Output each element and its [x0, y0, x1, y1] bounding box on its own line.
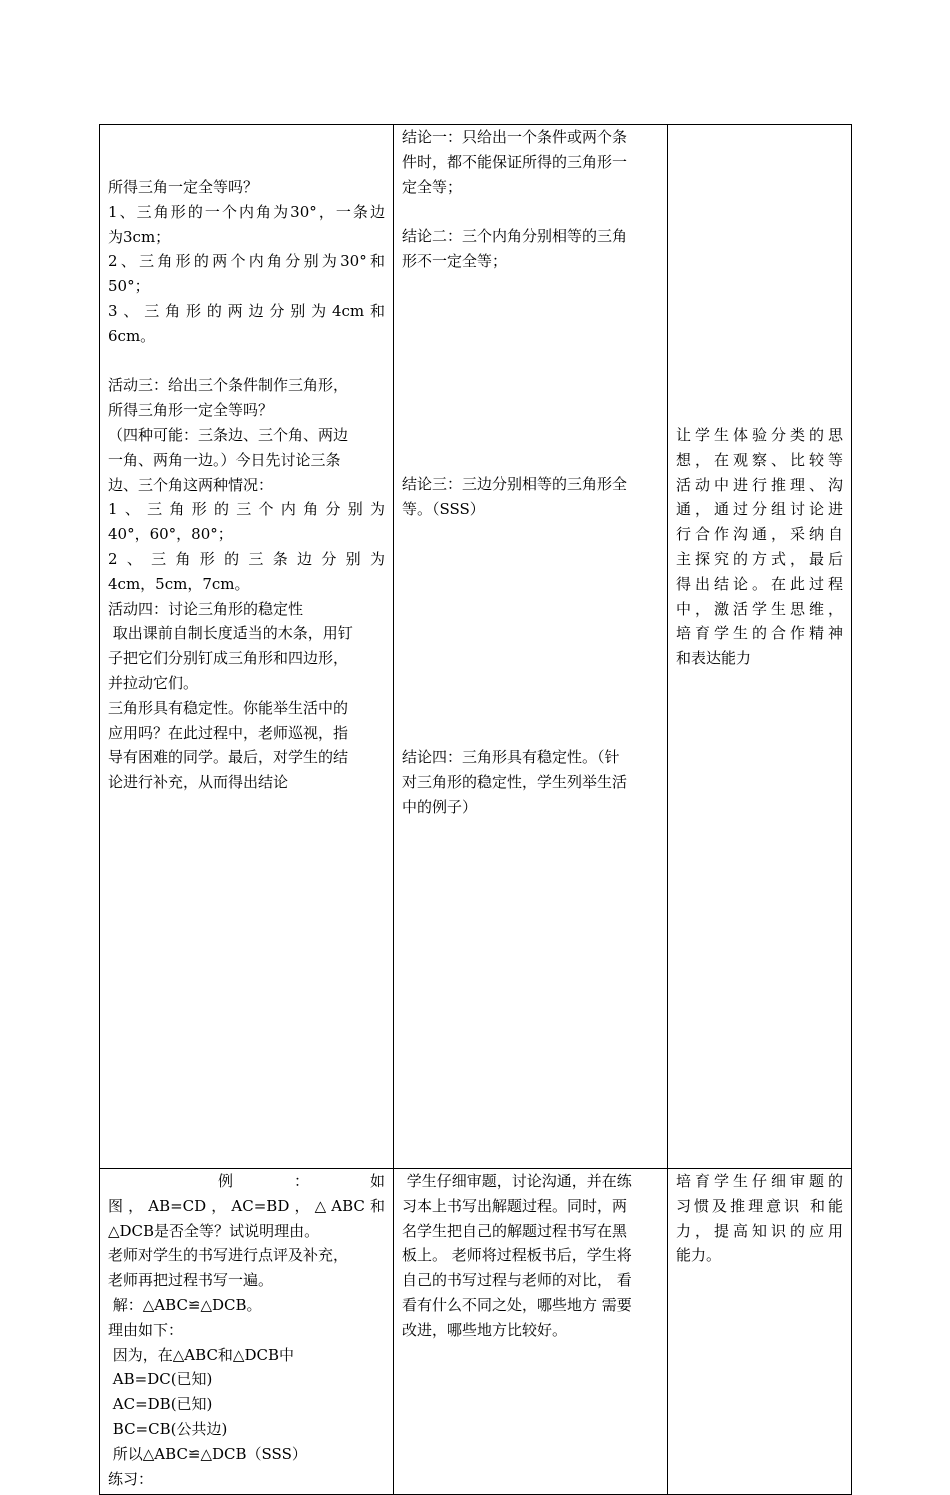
- text-line: 学生仔细审题，讨论沟通，并在练: [402, 1172, 632, 1190]
- example-heading: 例：如: [218, 1172, 385, 1190]
- text-line: 结论一：只给出一个条件或两个条: [402, 128, 628, 146]
- text-line: 论进行补充，从而得出结论: [108, 773, 289, 792]
- text-line: 为3cm；: [108, 227, 171, 246]
- text-line: 想，在观察、比较等: [676, 450, 843, 469]
- student-work-cell: [394, 1169, 668, 1495]
- text-line: 改进，哪些地方比较好。: [402, 1320, 568, 1339]
- text-line: 得出结论。在此过程: [676, 574, 843, 593]
- teaching-activity-cell: [100, 125, 394, 1169]
- text-line: 定全等；: [402, 177, 463, 196]
- proof-line: AB=DC(已知): [108, 1370, 213, 1389]
- text-line: 让学生体验分类的思: [676, 426, 843, 444]
- conclusion-four: [402, 745, 659, 819]
- text-line: （四种可能：三条边、三个角、两边: [108, 425, 349, 444]
- text-line: 一角、两角一边。）今日先讨论三条: [108, 450, 341, 469]
- text-line: 应用吗？在此过程中，老师巡视，指: [108, 723, 349, 742]
- text-line: 培育学生的合作精神: [676, 624, 843, 643]
- text-line: 1、三角形的一个内角为30°，一条边: [108, 202, 385, 221]
- table-row: [100, 1169, 852, 1495]
- text-line: 习本上书写出解题过程。同时，两: [402, 1196, 628, 1215]
- text-line: 老师再把过程书写一遍。: [108, 1271, 274, 1290]
- conclusion-three: [402, 472, 659, 522]
- text-line: △DCB是否全等？试说明理由。: [108, 1221, 320, 1240]
- lesson-plan-table: [99, 124, 852, 1495]
- text-line: 培育学生仔细审题的: [676, 1172, 843, 1190]
- text-line: 4cm，5cm，7cm。: [108, 574, 250, 593]
- design-intent-cell: [668, 1169, 852, 1495]
- text-line: 形不一定全等；: [402, 251, 508, 270]
- student-activity-cell: [394, 125, 668, 1169]
- text-line: 习惯及推理意识 和能: [676, 1196, 843, 1215]
- text-line: 板上。 老师将过程板书后，学生将: [402, 1246, 632, 1265]
- text-line: 力，提高知识的应用: [676, 1221, 843, 1240]
- text-line: 三角形具有稳定性。你能举生活中的: [108, 698, 349, 717]
- text-line: 结论四：三角形具有稳定性。（针: [402, 748, 620, 767]
- text-line: 6cm。: [108, 326, 156, 345]
- text-line: 件时，都不能保证所得的三角形一: [402, 152, 628, 171]
- practice-label: 练习：: [108, 1469, 154, 1488]
- design-intent-cell: [668, 125, 852, 1169]
- text-line: 主探究的方式，最后: [676, 549, 843, 568]
- conclusion-two: [402, 224, 659, 274]
- text-line: 活动中进行推理、沟: [676, 475, 843, 494]
- text-line: 能力。: [676, 1246, 722, 1265]
- text-line: 子把它们分别钉成三角形和四边形，: [108, 649, 349, 668]
- text-line: 中的例子）: [402, 797, 478, 816]
- text-line: 50°；: [108, 277, 150, 296]
- table-row: [100, 125, 852, 1169]
- text-line: 1、三角形的三个内角分别为: [108, 500, 385, 519]
- text-line: 行合作沟通，采纳自: [676, 525, 843, 544]
- text-line: 中，激活学生思维，: [676, 599, 843, 618]
- text-line: 通，通过分组讨论进: [676, 500, 843, 519]
- activity-three-heading: 活动三：给出三个条件制作三角形，: [108, 376, 349, 395]
- text-line: 图，AB=CD，AC=BD，△ABC和: [108, 1196, 385, 1215]
- text-line: 导有困难的同学。最后，对学生的结: [108, 748, 349, 767]
- text-line: 理由如下：: [108, 1320, 184, 1339]
- text-line: 边、三个角这两种情况：: [108, 475, 274, 494]
- text-line: 因为，在△ABC和△DCB中: [108, 1345, 294, 1364]
- conclusion-one: [402, 125, 659, 199]
- proof-line: BC=CB(公共边): [108, 1419, 228, 1438]
- text-line: 和表达能力: [676, 649, 752, 668]
- activity-four-heading: 活动四：讨论三角形的稳定性: [108, 599, 304, 618]
- proof-line: AC=DB(已知): [108, 1395, 213, 1414]
- solution-line: 解：△ABC≌△DCB。: [108, 1295, 262, 1314]
- text-line: 看有什么不同之处，哪些地方 需要: [402, 1295, 632, 1314]
- text-line: 3、三角形的两边分别为4cm和: [108, 301, 385, 320]
- proof-conclusion: 所以△ABC≌△DCB（SSS）: [108, 1444, 307, 1463]
- text-line: 老师对学生的书写进行点评及补充，: [108, 1246, 349, 1265]
- text-line: 自己的书写过程与老师的对比， 看: [402, 1271, 632, 1290]
- example-cell: [100, 1169, 394, 1495]
- text-line: 名学生把自己的解题过程书写在黑: [402, 1221, 628, 1240]
- lesson-plan-page: [99, 124, 851, 1488]
- text-line: 结论二：三个内角分别相等的三角: [402, 227, 628, 246]
- text-line: 对三角形的稳定性，学生列举生活: [402, 773, 628, 792]
- text-line: 并拉动它们。: [108, 673, 199, 692]
- text-line: 结论三：三边分别相等的三角形全: [402, 474, 628, 493]
- text-line: 等。（SSS）: [402, 499, 485, 518]
- text-line: 所得三角一定全等吗？: [108, 178, 259, 196]
- text-line: 所得三角形一定全等吗？: [108, 401, 274, 420]
- text-line: 2、三角形的两个内角分别为30°和: [108, 252, 385, 271]
- text-line: 2、三角形的三条边分别为: [108, 549, 385, 568]
- text-line: 40°，60°，80°；: [108, 525, 233, 544]
- text-line: 取出课前自制长度适当的木条，用钉: [108, 624, 353, 643]
